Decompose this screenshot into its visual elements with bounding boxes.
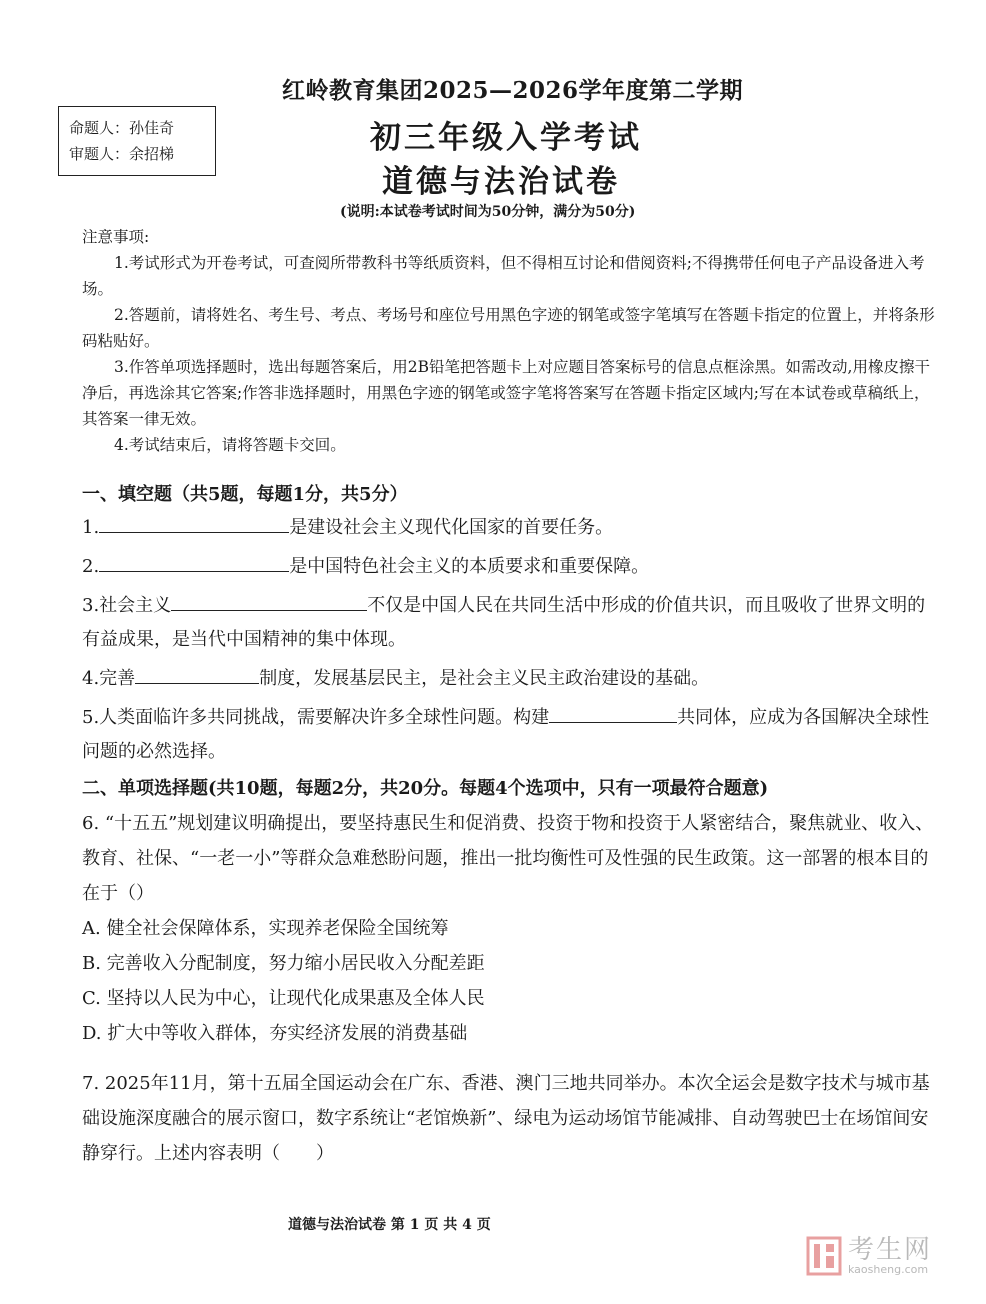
q6-option-c[interactable]: C. 坚持以人民为中心，让现代化成果惠及全体人民 <box>82 988 485 1009</box>
q2-blank[interactable] <box>99 549 289 572</box>
question-5 <box>82 700 938 769</box>
fill-in-questions <box>82 510 938 769</box>
q6-option-b[interactable]: B. 完善收入分配制度，努力缩小居民收入分配差距 <box>82 953 485 974</box>
attention-heading: 注意事项: <box>82 228 150 246</box>
section1-heading: 一、填空题（共5题，每题1分，共5分） <box>82 484 408 505</box>
question-4 <box>82 661 938 696</box>
staff-box <box>58 106 216 176</box>
q2-number: 2. <box>82 556 100 577</box>
question-3 <box>82 588 938 657</box>
attention-item-1: 1.考试形式为开卷考试，可查阅所带教科书等纸质资料，但不得相互讨论和借阅资料;不得携带任何电子产品设备进入考场。 <box>82 254 925 298</box>
attention-item-4: 4.考试结束后，请将答题卡交回。 <box>114 436 346 454</box>
q5-text-before: 5.人类面临许多共同挑战，需要解决许多全球性问题。构建 <box>82 707 550 728</box>
q3-text-before: 3.社会主义 <box>82 595 172 616</box>
q1-number: 1. <box>82 517 100 538</box>
watermark-text <box>848 1236 932 1276</box>
school-term-title: 红岭教育集团2025—2026学年度第二学期 <box>282 77 744 104</box>
subject-title: 道德与法治试卷 <box>382 164 620 200</box>
page-footer: 道德与法治试卷 第 1 页 共 4 页 <box>288 1217 491 1233</box>
question-2 <box>82 549 938 584</box>
exam-note: (说明:本试卷考试时间为50分钟，满分为50分) <box>340 204 636 220</box>
question-setter: 命题人：孙佳奇 <box>69 119 175 137</box>
question-reviewer: 审题人：余招梯 <box>69 145 175 163</box>
section2-heading: 二、单项选择题(共10题，每题2分，共20分。每题4个选项中，只有一项最符合题意) <box>82 778 769 799</box>
watermark-name: 考生网 <box>848 1235 933 1265</box>
watermark <box>806 1236 932 1276</box>
q6-option-d[interactable]: D. 扩大中等收入群体，夯实经济发展的消费基础 <box>82 1023 468 1044</box>
q5-blank[interactable] <box>549 700 677 723</box>
attention-section <box>82 224 938 458</box>
q6-stem: 6. “十五五”规划建议明确提出，要坚持惠民生和促消费、投资于物和投资于人紧密结合，聚焦就业、收入、教育、社保、“一老一小”等群众急难愁盼问题，推出一批均衡性可及性强的民生政策。这一部署的根本目的在于（） <box>82 813 934 904</box>
q5-text-after: 共同体，应成为各国解决全球性问题的必然选择。 <box>82 707 930 762</box>
q7-stem: 7. 2025年11月，第十五届全国运动会在广东、香港、澳门三地共同举办。本次全运会是数字技术与城市基础设施深度融合的展示窗口，数字系统让“老馆焕新”、绿电为运动场馆节能减排、自动驾驶巴士在场馆间安静穿行。上述内容表明（ ） <box>82 1073 930 1164</box>
q2-text: 是中国特色社会主义的本质要求和重要保障。 <box>289 556 650 577</box>
question-1 <box>82 510 938 545</box>
attention-item-3: 3.作答单项选择题时，选出每题答案后，用2B铅笔把答题卡上对应题目答案标号的信息点框涂黑。如需改动,用橡皮擦干净后，再选涂其它答案;作答非选择题时，用黑色字迹的钢笔或签字笔将答案写在答题卡指定区域内;写在本试卷或草稿纸上，其答案一律无效。 <box>82 358 930 428</box>
q1-blank[interactable] <box>99 510 289 533</box>
attention-item-2: 2.答题前，请将姓名、考生号、考点、考场号和座位号用黑色字迹的钢笔或签字笔填写在答题卡指定的位置上，并将条形码粘贴好。 <box>82 306 935 350</box>
q4-text-before: 4.完善 <box>82 668 136 689</box>
q1-text: 是建设社会主义现代化国家的首要任务。 <box>289 517 614 538</box>
kaosheng-logo-icon <box>806 1236 842 1276</box>
exam-title: 初三年级入学考试 <box>370 120 642 156</box>
q4-blank[interactable] <box>135 661 259 684</box>
watermark-url: kaosheng.com <box>848 1263 929 1276</box>
q3-text-after: 不仅是中国人民在共同生活中形成的价值共识，而且吸收了世界文明的有益成果，是当代中国精神的集中体现。 <box>82 595 926 650</box>
q3-blank[interactable] <box>171 588 367 611</box>
q6-option-a[interactable]: A. 健全社会保障体系，实现养老保险全国统筹 <box>82 918 449 939</box>
choice-question-7 <box>82 1066 938 1171</box>
q4-text-after: 制度，发展基层民主，是社会主义民主政治建设的基础。 <box>259 668 710 689</box>
choice-question-6 <box>82 806 938 1051</box>
